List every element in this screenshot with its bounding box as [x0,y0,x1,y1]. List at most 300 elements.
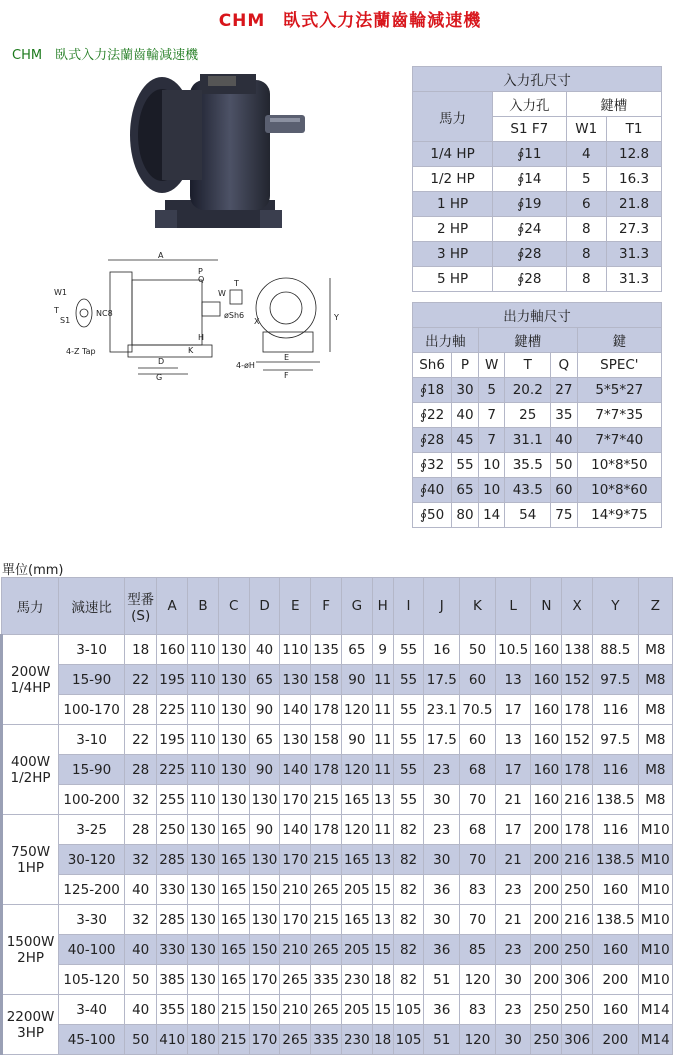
hp-cell: 400W 1/2HP [2,725,59,815]
data-cell: 17 [495,695,531,725]
data-cell: 225 [157,695,188,725]
input-cell: 6 [566,192,607,217]
data-cell: 82 [393,905,424,935]
data-cell: 36 [424,935,460,965]
data-cell: 70 [460,785,496,815]
output-cell: ∮40 [413,478,452,503]
data-cell: 160 [593,935,639,965]
header-cell: Z [638,578,672,635]
data-cell: 265 [311,875,342,905]
output-cell: ∮32 [413,453,452,478]
data-cell: 230 [341,965,372,995]
data-cell: 82 [393,845,424,875]
col-t: T [505,353,551,378]
data-cell: 385 [157,965,188,995]
data-cell: 200 [531,935,562,965]
output-row [413,478,662,503]
hp-cell: 750W 1HP [2,815,59,905]
header-row [2,578,673,635]
data-cell: 100-200 [59,785,125,815]
output-shaft-table [412,302,662,528]
data-cell: 11 [372,815,393,845]
data-cell: 51 [424,965,460,995]
output-cell: 25 [505,403,551,428]
data-cell: 265 [280,1025,311,1055]
data-cell: 165 [218,965,249,995]
data-cell: 116 [593,695,639,725]
data-cell: 160 [593,995,639,1025]
output-cell: 10*8*50 [577,453,661,478]
data-cell: M8 [638,785,672,815]
data-cell: 116 [593,755,639,785]
output-cell: 7 [478,403,505,428]
data-cell: 125-200 [59,875,125,905]
input-cell: ∮28 [493,242,566,267]
data-cell: 335 [311,1025,342,1055]
output-cell: 5 [478,378,505,403]
hp-cell: 1500W 2HP [2,905,59,995]
data-cell: 170 [249,1025,280,1055]
data-cell: 90 [249,815,280,845]
data-cell: 210 [280,875,311,905]
data-cell: 178 [311,695,342,725]
header-cell: C [218,578,249,635]
header-cell: G [341,578,372,635]
data-cell: 285 [157,905,188,935]
data-cell: M14 [638,1025,672,1055]
data-cell: 105 [393,995,424,1025]
data-cell: 65 [341,635,372,665]
table-row [2,845,673,875]
data-cell: 140 [280,695,311,725]
data-cell: 32 [125,785,157,815]
output-cell: ∮22 [413,403,452,428]
svg-text:P: P [198,267,203,276]
header-cell: X [562,578,593,635]
header-cell: I [393,578,424,635]
input-cell: ∮11 [493,142,566,167]
data-cell: 130 [249,785,280,815]
output-row [413,453,662,478]
data-cell: 55 [393,755,424,785]
output-cell: 5*5*27 [577,378,661,403]
svg-text:Q: Q [198,275,205,284]
output-cell: 10*8*60 [577,478,661,503]
data-cell: 130 [188,905,219,935]
data-cell: 23 [495,995,531,1025]
svg-text:A: A [158,251,164,260]
input-cell: 8 [566,267,607,292]
svg-text:K: K [188,346,194,355]
data-cell: 32 [125,905,157,935]
data-cell: 105-120 [59,965,125,995]
data-cell: M10 [638,875,672,905]
data-cell: 110 [188,635,219,665]
svg-text:D: D [158,357,165,366]
data-cell: 18 [125,635,157,665]
output-row [413,403,662,428]
data-cell: 250 [531,995,562,1025]
data-cell: 60 [460,725,496,755]
svg-text:W: W [218,289,226,298]
header-cell: A [157,578,188,635]
data-cell: 65 [249,665,280,695]
data-cell: M8 [638,635,672,665]
data-cell: 130 [249,845,280,875]
data-cell: 110 [188,665,219,695]
data-cell: 21 [495,845,531,875]
table-row [2,635,673,665]
data-cell: 83 [460,875,496,905]
output-cell: 50 [551,453,578,478]
hp-cell: 2200W 3HP [2,995,59,1055]
data-cell: M8 [638,665,672,695]
data-cell: 255 [157,785,188,815]
data-cell: M8 [638,725,672,755]
data-cell: 110 [188,755,219,785]
page-title: CHM 臥式入力法蘭齒輪減速機 [218,11,482,31]
output-cell: ∮50 [413,503,452,528]
svg-text:Y: Y [334,313,339,322]
data-cell: 15 [372,935,393,965]
data-cell: 3-40 [59,995,125,1025]
data-cell: 285 [157,845,188,875]
data-cell: 216 [562,845,593,875]
data-cell: 306 [562,965,593,995]
header-cell: D [249,578,280,635]
data-cell: 165 [218,905,249,935]
data-cell: 82 [393,815,424,845]
data-cell: 160 [531,635,562,665]
data-cell: 130 [188,935,219,965]
data-cell: 17.5 [424,725,460,755]
data-cell: 216 [562,785,593,815]
output-cell: ∮18 [413,378,452,403]
data-cell: 97.5 [593,725,639,755]
output-cell: 31.1 [505,428,551,453]
data-cell: 13 [495,665,531,695]
data-cell: 130 [218,785,249,815]
data-cell: 160 [531,785,562,815]
data-cell: 178 [562,755,593,785]
data-cell: 40 [125,995,157,1025]
data-cell: M10 [638,815,672,845]
input-table-title: 入力孔尺寸 [413,67,662,92]
table-row [2,965,673,995]
input-row [413,167,662,192]
data-cell: 17 [495,815,531,845]
output-cell: 14*9*75 [577,503,661,528]
data-cell: 90 [249,755,280,785]
input-cell: ∮19 [493,192,566,217]
data-cell: 130 [218,755,249,785]
data-cell: 210 [280,935,311,965]
data-cell: 21 [495,785,531,815]
data-cell: 17 [495,755,531,785]
data-cell: 205 [341,935,372,965]
table-row [2,725,673,755]
data-cell: 140 [280,815,311,845]
header-cell: 馬力 [2,578,59,635]
data-cell: 130 [280,725,311,755]
data-cell: 88.5 [593,635,639,665]
svg-text:4-øH: 4-øH [236,361,255,370]
data-cell: 40 [249,635,280,665]
data-cell: 130 [249,905,280,935]
data-cell: 225 [157,755,188,785]
col-t1: T1 [607,117,662,142]
output-cell: 60 [551,478,578,503]
data-cell: 70 [460,845,496,875]
data-cell: 170 [280,845,311,875]
input-cell: ∮24 [493,217,566,242]
header-cell: 減速比 [59,578,125,635]
col-w1: W1 [566,117,607,142]
data-cell: 28 [125,815,157,845]
header-cell: J [424,578,460,635]
svg-text:S1: S1 [60,316,71,325]
data-cell: 120 [341,755,372,785]
data-cell: 306 [562,1025,593,1055]
output-cell: ∮28 [413,428,452,453]
input-cell: 5 [566,167,607,192]
data-cell: 105 [393,1025,424,1055]
data-cell: 28 [125,695,157,725]
data-cell: 50 [125,965,157,995]
data-cell: 82 [393,875,424,905]
output-cell: 10 [478,453,505,478]
input-cell: 1/4 HP [413,142,493,167]
data-cell: 70.5 [460,695,496,725]
col-p: P [452,353,479,378]
data-cell: 265 [311,995,342,1025]
output-cell: 10 [478,478,505,503]
data-cell: 152 [562,665,593,695]
data-cell: M10 [638,845,672,875]
data-cell: 23 [495,935,531,965]
data-cell: 9 [372,635,393,665]
data-cell: 13 [372,905,393,935]
data-cell: 178 [562,815,593,845]
unit-label: 單位(mm) [2,563,64,578]
header-cell: E [280,578,311,635]
data-cell: 165 [341,785,372,815]
data-cell: 110 [188,785,219,815]
header-cell: L [495,578,531,635]
output-cell: 80 [452,503,479,528]
data-cell: 215 [311,785,342,815]
data-cell: 15-90 [59,755,125,785]
data-cell: 200 [531,815,562,845]
table-row [2,935,673,965]
output-cell: 27 [551,378,578,403]
data-cell: 83 [460,995,496,1025]
output-cell: 7 [478,428,505,453]
data-cell: 200 [531,965,562,995]
data-cell: 55 [393,785,424,815]
output-row [413,378,662,403]
data-cell: 15 [372,995,393,1025]
data-cell: 100-170 [59,695,125,725]
data-cell: 130 [188,875,219,905]
data-cell: 335 [311,965,342,995]
col-s1: S1 F7 [493,117,566,142]
hp-cell: 200W 1/4HP [2,635,59,725]
data-cell: 140 [280,755,311,785]
header-cell: K [460,578,496,635]
data-cell: 205 [341,875,372,905]
table-row [2,995,673,1025]
data-cell: 265 [280,965,311,995]
col-sh6: Sh6 [413,353,452,378]
data-cell: 55 [393,695,424,725]
output-cell: 45 [452,428,479,453]
data-cell: 97.5 [593,665,639,695]
data-cell: 195 [157,665,188,695]
data-cell: 250 [531,1025,562,1055]
input-cell: ∮28 [493,267,566,292]
col-q: Q [551,353,578,378]
data-cell: 23 [424,815,460,845]
data-cell: M8 [638,695,672,725]
data-cell: 23 [495,875,531,905]
output-cell: 35.5 [505,453,551,478]
svg-text:H: H [198,333,205,342]
data-cell: 90 [341,665,372,695]
svg-text:E: E [284,353,290,362]
output-cell: 35 [551,403,578,428]
input-cell: 27.3 [607,217,662,242]
data-cell: 45-100 [59,1025,125,1055]
data-cell: 13 [495,725,531,755]
data-cell: 18 [372,1025,393,1055]
input-cell: 5 HP [413,267,493,292]
data-cell: 3-30 [59,905,125,935]
data-cell: 68 [460,755,496,785]
input-hole-table [412,66,662,292]
data-cell: 178 [311,815,342,845]
data-cell: 16 [424,635,460,665]
output-row [413,428,662,453]
svg-text:T: T [54,306,59,315]
product-subtitle: CHM 臥式入力法蘭齒輪減速機 [12,48,199,63]
data-cell: 3-25 [59,815,125,845]
data-cell: 22 [125,725,157,755]
data-cell: 36 [424,875,460,905]
data-cell: 30 [424,905,460,935]
data-cell: 200 [593,965,639,995]
gear-reducer-photo [110,60,310,240]
data-cell: 11 [372,755,393,785]
data-cell: 82 [393,965,424,995]
col-keyway: 鍵槽 [478,328,577,353]
data-cell: 210 [280,995,311,1025]
svg-text:T: T [234,279,239,288]
data-cell: 116 [593,815,639,845]
data-cell: 165 [341,845,372,875]
input-cell: 21.8 [607,192,662,217]
data-cell: 250 [562,935,593,965]
data-cell: 11 [372,695,393,725]
data-cell: 130 [188,965,219,995]
input-cell: 3 HP [413,242,493,267]
data-cell: 215 [218,1025,249,1055]
svg-text:F: F [284,371,289,380]
output-table-title: 出力軸尺寸 [413,303,662,328]
header-cell: N [531,578,562,635]
data-cell: 30 [495,965,531,995]
data-cell: 355 [157,995,188,1025]
data-cell: 165 [341,905,372,935]
col-key: 鍵 [577,328,661,353]
header-cell: B [188,578,219,635]
data-cell: 11 [372,725,393,755]
svg-text:G: G [156,373,163,380]
data-cell: 138 [562,635,593,665]
dimension-table [0,577,673,1055]
input-row [413,192,662,217]
data-cell: 23 [424,755,460,785]
data-cell: 250 [562,875,593,905]
dimension-drawing [48,250,358,380]
input-cell: 8 [566,217,607,242]
output-row [413,503,662,528]
input-cell: 31.3 [607,242,662,267]
data-cell: 11 [372,665,393,695]
data-cell: 130 [188,815,219,845]
output-cell: 7*7*35 [577,403,661,428]
col-shaft: 出力軸 [413,328,479,353]
data-cell: 135 [311,635,342,665]
table-row [2,695,673,725]
data-cell: 110 [280,635,311,665]
data-cell: 138.5 [593,845,639,875]
data-cell: M14 [638,995,672,1025]
col-w: W [478,353,505,378]
svg-text:W1: W1 [54,288,67,297]
data-cell: 60 [460,665,496,695]
data-cell: 195 [157,725,188,755]
svg-text:øSh6: øSh6 [224,311,245,320]
data-cell: 215 [311,905,342,935]
svg-text:NC8: NC8 [96,309,113,318]
data-cell: 138.5 [593,905,639,935]
output-cell: 14 [478,503,505,528]
data-cell: 21 [495,905,531,935]
col-hp: 馬力 [413,92,493,142]
data-cell: 68 [460,815,496,845]
data-cell: 85 [460,935,496,965]
data-cell: 150 [249,995,280,1025]
table-row [2,1025,673,1055]
col-hole: 入力孔 [493,92,566,117]
col-keyway: 鍵槽 [566,92,662,117]
data-cell: 330 [157,875,188,905]
output-cell: 30 [452,378,479,403]
input-cell: 2 HP [413,217,493,242]
header-cell: Y [593,578,639,635]
data-cell: 330 [157,935,188,965]
output-cell: 54 [505,503,551,528]
svg-text:X: X [254,317,260,326]
data-cell: 30 [495,1025,531,1055]
data-cell: 18 [372,965,393,995]
input-row [413,267,662,292]
data-cell: 65 [249,725,280,755]
data-cell: 165 [218,845,249,875]
data-cell: 15-90 [59,665,125,695]
data-cell: 30-120 [59,845,125,875]
